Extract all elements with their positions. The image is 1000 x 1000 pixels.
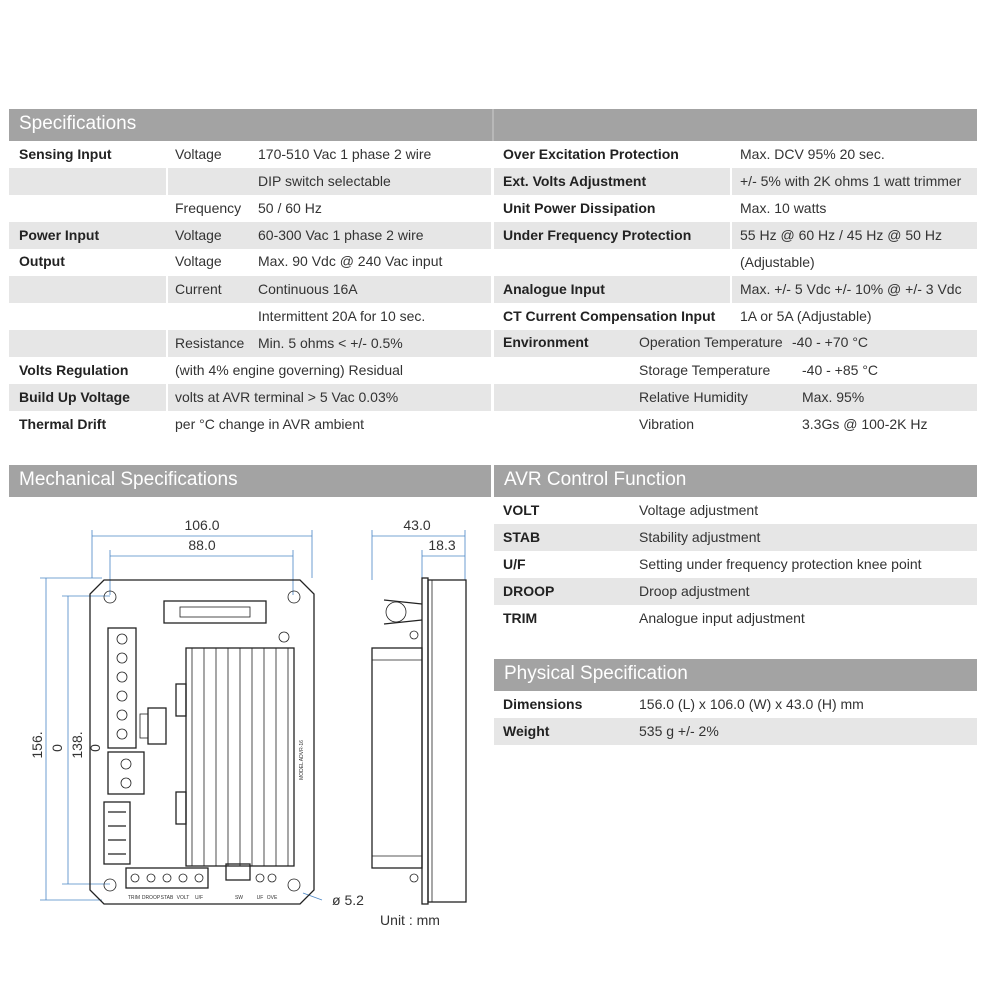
spec-value: Continuous 16A: [258, 281, 358, 297]
spec-param: per °C change in AVR ambient: [175, 416, 364, 432]
physical-header: [494, 659, 977, 691]
avr-value: Stability adjustment: [639, 529, 761, 545]
avr-label: TRIM: [503, 610, 538, 626]
physical-label: Weight: [503, 723, 550, 739]
physical-row-dimensions: [494, 691, 977, 718]
spec-label: Over Excitation Protection: [503, 146, 679, 162]
spec-value: Max. DCV 95% 20 sec.: [740, 146, 885, 162]
spec-value: 55 Hz @ 60 Hz / 45 Hz @ 50 Hz: [740, 227, 942, 243]
spec-label: Output: [19, 253, 65, 269]
spec-param: Resistance: [175, 335, 245, 351]
avr-label: DROOP: [503, 583, 555, 599]
dim-height-outer-a: 156.: [29, 731, 45, 759]
dim-hole: ø 5.2: [332, 892, 364, 908]
terminal-label-stab: STAB: [160, 895, 174, 901]
dim-width-outer: 106.0: [184, 517, 220, 533]
dim-height-inner-a: 138.: [69, 731, 85, 759]
terminal-label-volt: VOLT: [176, 895, 190, 901]
physical-value: 156.0 (L) x 106.0 (W) x 43.0 (H) mm: [639, 696, 864, 712]
env-value: 3.3Gs @ 100-2K Hz: [802, 416, 928, 432]
spec-value: Min. 5 ohms < +/- 0.5%: [258, 335, 403, 351]
spec-value: 50 / 60 Hz: [258, 200, 322, 216]
avr-value: Setting under frequency protection knee point: [639, 556, 922, 572]
avr-row-droop: [494, 578, 977, 605]
spec-label: Power Input: [19, 227, 100, 243]
spec-value: DIP switch selectable: [258, 173, 391, 189]
spec-param: volts at AVR terminal > 5 Vac 0.03%: [175, 389, 399, 405]
env-param: Relative Humidity: [639, 389, 748, 405]
spec-label: Ext. Volts Adjustment: [503, 173, 647, 189]
avr-label: U/F: [503, 556, 526, 572]
terminal-label-ove: OVE: [266, 895, 278, 901]
env-value: Max. 95%: [802, 389, 865, 405]
avr-label: STAB: [503, 529, 541, 545]
terminal-label-sw: SW: [234, 895, 244, 901]
spec-param: (with 4% engine governing) Residual: [175, 362, 404, 378]
avr-row-volt: [494, 497, 977, 524]
spec-label: Volts Regulation: [19, 362, 129, 378]
avr-row-stab: [494, 524, 977, 551]
spec-param: Voltage: [175, 227, 222, 243]
spec-label: Environment: [503, 334, 589, 350]
unit-label: Unit : mm: [380, 912, 440, 928]
mechanical-title: Mechanical Specifications: [19, 469, 238, 490]
physical-label: Dimensions: [503, 696, 583, 712]
spec-value: Max. +/- 5 Vdc +/- 10% @ +/- 3 Vdc: [740, 281, 962, 297]
env-value: -40 - +85 °C: [802, 362, 879, 378]
avr-row-trim: [494, 605, 977, 632]
dim-depth: 43.0: [403, 517, 431, 533]
dim-depth-inner: 18.3: [428, 537, 456, 553]
env-param: Operation Temperature: [639, 334, 783, 350]
avr-board-side-view: [372, 578, 466, 904]
spec-label: Analogue Input: [503, 281, 605, 297]
spec-value: 1A or 5A (Adjustable): [740, 308, 872, 324]
dim-width-inner: 88.0: [188, 537, 216, 553]
avr-label: VOLT: [503, 502, 540, 518]
avr-board-front-view: [90, 580, 314, 904]
spec-label: Under Frequency Protection: [503, 227, 692, 243]
spec-value: 170-510 Vac 1 phase 2 wire: [258, 146, 432, 162]
spec-param: Current: [175, 281, 222, 297]
specifications-title: Specifications: [19, 113, 137, 134]
terminal-label-uf2: UF: [256, 895, 264, 901]
spec-value: Max. 10 watts: [740, 200, 827, 216]
physical-title: Physical Specification: [504, 663, 688, 684]
avr-value: Droop adjustment: [639, 583, 750, 599]
spec-param: Voltage: [175, 146, 222, 162]
env-param: Storage Temperature: [639, 362, 771, 378]
spec-label: Thermal Drift: [19, 416, 107, 432]
spec-value: 60-300 Vac 1 phase 2 wire: [258, 227, 424, 243]
spec-label: Unit Power Dissipation: [503, 200, 656, 216]
model-label: MODEL ADVR-16: [299, 740, 305, 780]
spec-label: Build Up Voltage: [19, 389, 130, 405]
avr-control-header: [494, 465, 977, 497]
spec-value: +/- 5% with 2K ohms 1 watt trimmer: [740, 173, 962, 189]
avr-value: Analogue input adjustment: [639, 610, 805, 626]
terminal-label-uf: U/F: [194, 895, 204, 901]
physical-row-weight: [494, 718, 977, 745]
spec-param: Frequency: [175, 200, 242, 216]
spec-label: Sensing Input: [19, 146, 112, 162]
dim-height-inner-b: 0: [87, 744, 103, 752]
avr-row-uf: [494, 551, 977, 578]
spec-value: (Adjustable): [740, 254, 815, 270]
dim-height-outer-b: 0: [49, 744, 65, 752]
avr-value: Voltage adjustment: [639, 502, 759, 518]
terminal-label-trim: TRIM: [127, 895, 141, 901]
physical-value: 535 g +/- 2%: [639, 723, 719, 739]
spec-label: CT Current Compensation Input: [503, 308, 716, 324]
spec-param: Voltage: [175, 253, 222, 269]
avr-control-title: AVR Control Function: [504, 469, 687, 490]
spec-value: Max. 90 Vdc @ 240 Vac input: [258, 253, 443, 269]
env-value: -40 - +70 °C: [792, 334, 869, 350]
terminal-label-droop: DROOP: [141, 895, 161, 901]
env-param: Vibration: [639, 416, 695, 432]
spec-value: Intermittent 20A for 10 sec.: [258, 308, 426, 324]
